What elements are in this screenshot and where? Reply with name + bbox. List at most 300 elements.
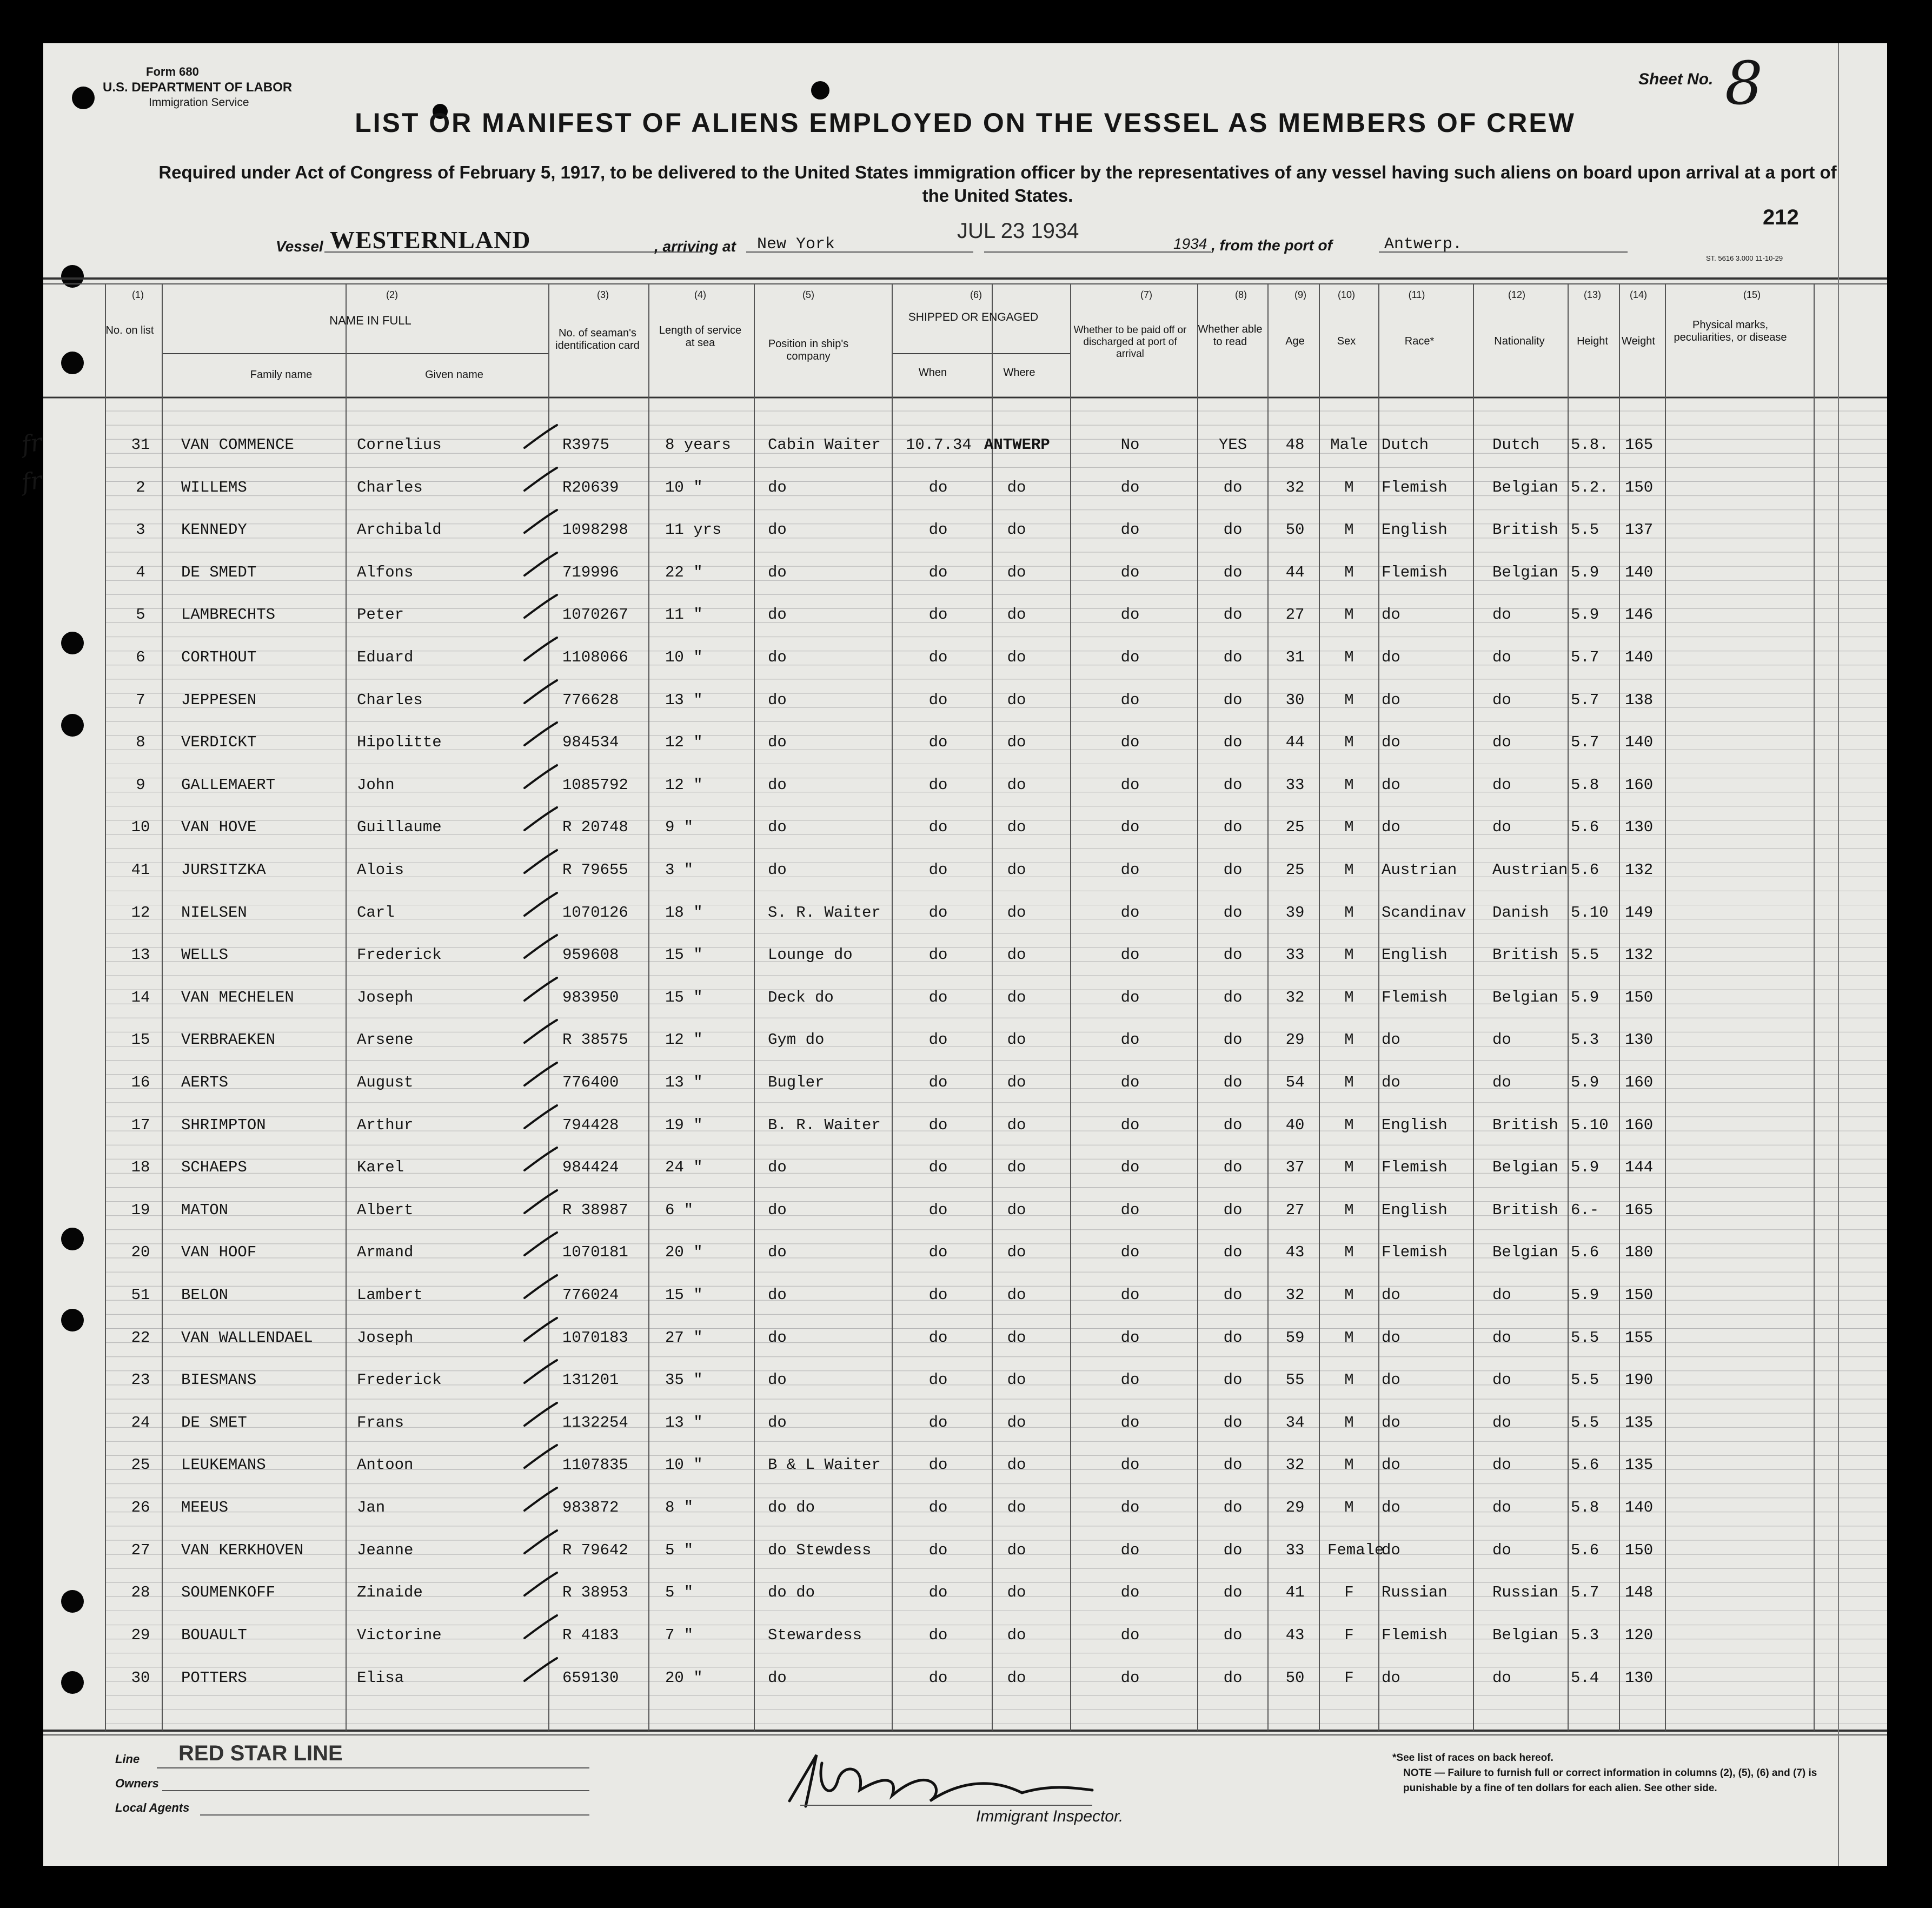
cell-height: 5.9 xyxy=(1571,606,1599,624)
cell-nationality: do xyxy=(1492,1413,1511,1432)
cell-paid-off: do xyxy=(1120,691,1140,709)
cell-given-name: Alois xyxy=(357,861,404,879)
col-number-9: (9) xyxy=(1294,289,1306,300)
cell-no-on-list: 10 xyxy=(131,818,150,837)
cell-nationality: Belgian xyxy=(1492,563,1558,581)
cell-given-name: Hipolitte xyxy=(357,733,442,752)
cell-able-read: do xyxy=(1223,733,1243,752)
check-mark xyxy=(522,466,560,493)
cell-height: 5.6 xyxy=(1571,1541,1599,1559)
cell-service: 20 " xyxy=(665,1668,703,1687)
arriving-label: , arriving at xyxy=(654,238,736,255)
cell-nationality: do xyxy=(1492,691,1511,709)
cell-nationality: do xyxy=(1492,1668,1511,1687)
cell-paid-off: do xyxy=(1120,818,1140,837)
cell-when: 10.7.34 xyxy=(906,436,972,454)
cell-height: 5.5 xyxy=(1571,1371,1599,1389)
cell-position: do xyxy=(768,1201,787,1219)
cell-position: do xyxy=(768,1243,787,1262)
cell-no-on-list: 7 xyxy=(136,691,145,709)
cell-weight: 130 xyxy=(1625,1031,1654,1049)
cell-id-card: 983872 xyxy=(562,1499,619,1517)
cell-height: 5.9 xyxy=(1571,1074,1599,1092)
cell-weight: 132 xyxy=(1625,861,1654,879)
cell-nationality: do xyxy=(1492,1328,1511,1347)
check-mark xyxy=(522,1104,560,1131)
cell-age: 29 xyxy=(1285,1499,1305,1517)
cell-position: S. R. Waiter xyxy=(768,903,881,922)
sheet-number-label: Sheet No. xyxy=(1638,70,1714,88)
form-number: Form 680 xyxy=(146,65,199,78)
from-port: Antwerp. xyxy=(1384,235,1463,254)
cell-race: do xyxy=(1382,1668,1400,1687)
cell-height: 5.8. xyxy=(1571,436,1609,454)
cell-family-name: NIELSEN xyxy=(181,903,247,922)
cell-paid-off: do xyxy=(1120,1201,1140,1219)
cell-nationality: do xyxy=(1492,1499,1511,1517)
header-able-read: Whether able to read xyxy=(1198,323,1263,348)
cell-able-read: do xyxy=(1223,1668,1243,1687)
header-name-in-full: NAME IN FULL xyxy=(329,314,411,327)
cell-weight: 149 xyxy=(1625,903,1654,922)
header-position: Position in ship's company xyxy=(768,338,849,362)
cell-race: Russian xyxy=(1382,1584,1448,1602)
cell-where: do xyxy=(1007,1328,1026,1347)
cell-family-name: KENNEDY xyxy=(181,521,247,539)
cell-service: 5 " xyxy=(665,1584,694,1602)
from-port-label: , from the port of xyxy=(1211,237,1332,254)
cell-age: 41 xyxy=(1285,1584,1305,1602)
cell-nationality: British xyxy=(1492,1201,1558,1219)
cell-age: 25 xyxy=(1285,818,1305,837)
col-number-3: (3) xyxy=(597,289,609,300)
cell-nationality: do xyxy=(1492,1074,1511,1092)
cell-able-read: do xyxy=(1223,1243,1243,1262)
cell-race: do xyxy=(1382,606,1400,624)
cell-race: Flemish xyxy=(1382,1243,1448,1262)
cell-weight: 130 xyxy=(1625,1668,1654,1687)
cell-able-read: do xyxy=(1223,563,1243,581)
check-mark xyxy=(522,1401,560,1428)
cell-position: Bugler xyxy=(768,1074,825,1092)
cell-height: 5.9 xyxy=(1571,988,1599,1006)
cell-family-name: JEPPESEN xyxy=(181,691,257,709)
cell-position: Deck do xyxy=(768,988,834,1006)
cell-id-card: R 79655 xyxy=(562,861,628,879)
cell-no-on-list: 15 xyxy=(131,1031,150,1049)
cell-when: do xyxy=(928,1031,948,1049)
cell-able-read: do xyxy=(1223,1413,1243,1432)
cell-sex: M xyxy=(1344,1243,1354,1262)
cell-family-name: SHRIMPTON xyxy=(181,1116,266,1134)
cell-nationality: do xyxy=(1492,1541,1511,1559)
col-number-2: (2) xyxy=(386,289,398,300)
cell-weight: 150 xyxy=(1625,1286,1654,1304)
cell-paid-off: do xyxy=(1120,1286,1140,1304)
cell-service: 10 " xyxy=(665,478,703,496)
cell-age: 39 xyxy=(1285,903,1305,922)
cell-id-card: 1070183 xyxy=(562,1328,628,1347)
cell-service: 13 " xyxy=(665,1074,703,1092)
cell-weight: 150 xyxy=(1625,988,1654,1006)
cell-able-read: do xyxy=(1223,1031,1243,1049)
cell-able-read: do xyxy=(1223,776,1243,794)
cell-where: do xyxy=(1007,1201,1026,1219)
col-number-14: (14) xyxy=(1629,289,1647,300)
cell-given-name: Cornelius xyxy=(357,436,442,454)
cell-weight: 146 xyxy=(1625,606,1654,624)
cell-weight: 135 xyxy=(1625,1413,1654,1432)
cell-able-read: do xyxy=(1223,946,1243,964)
cell-no-on-list: 18 xyxy=(131,1158,150,1177)
cell-paid-off: do xyxy=(1120,1328,1140,1347)
cell-given-name: Carl xyxy=(357,903,395,922)
form-code: ST. 5616 3.000 11-10-29 xyxy=(1706,254,1783,262)
cell-sex: M xyxy=(1344,521,1354,539)
cell-position: do xyxy=(768,521,787,539)
cell-sex: M xyxy=(1344,606,1354,624)
cell-sex: M xyxy=(1344,1031,1354,1049)
check-mark xyxy=(522,1529,560,1556)
cell-weight: 160 xyxy=(1625,776,1654,794)
cell-family-name: VAN HOOF xyxy=(181,1243,257,1262)
col-number-11: (11) xyxy=(1408,289,1425,300)
cell-no-on-list: 4 xyxy=(136,563,145,581)
header-age: Age xyxy=(1285,335,1305,347)
cell-family-name: GALLEMAERT xyxy=(181,776,276,794)
cell-paid-off: do xyxy=(1120,478,1140,496)
cell-service: 12 " xyxy=(665,1031,703,1049)
cell-where: do xyxy=(1007,478,1026,496)
cell-race: do xyxy=(1382,1031,1400,1049)
cell-family-name: MEEUS xyxy=(181,1499,229,1517)
cell-given-name: Archibald xyxy=(357,521,442,539)
header-height: Height xyxy=(1577,335,1608,347)
cell-race: Scandinav xyxy=(1382,903,1466,922)
page-title: LIST OR MANIFEST OF ALIENS EMPLOYED ON THE VESSEL AS MEMBERS OF CREW xyxy=(355,108,1576,138)
cell-paid-off: do xyxy=(1120,1456,1140,1474)
inspector-label: Immigrant Inspector. xyxy=(976,1807,1124,1825)
cell-nationality: do xyxy=(1492,648,1511,667)
cell-nationality: Belgian xyxy=(1492,988,1558,1006)
cell-service: 18 " xyxy=(665,903,703,922)
header-physical: Physical marks, peculiarities, or disease xyxy=(1674,319,1787,343)
cell-where: do xyxy=(1007,563,1026,581)
cell-race: do xyxy=(1382,1286,1400,1304)
cell-race: Flemish xyxy=(1382,1158,1448,1177)
cell-race: Flemish xyxy=(1382,988,1448,1006)
header-shipped-engaged: SHIPPED OR ENGAGED xyxy=(908,311,1039,323)
cell-id-card: 1085792 xyxy=(562,776,628,794)
cell-position: Lounge do xyxy=(768,946,853,964)
cell-age: 37 xyxy=(1285,1158,1305,1177)
cell-race: do xyxy=(1382,1328,1400,1347)
cell-height: 5.9 xyxy=(1571,1158,1599,1177)
header-id-card: No. of seaman's identification card xyxy=(555,327,640,352)
cell-sex: M xyxy=(1344,1456,1354,1474)
cell-service: 3 " xyxy=(665,861,694,879)
cell-family-name: VAN WALLENDAEL xyxy=(181,1328,313,1347)
cell-race: do xyxy=(1382,1074,1400,1092)
cell-age: 44 xyxy=(1285,733,1305,752)
cell-id-card: 659130 xyxy=(562,1668,619,1687)
cell-race: do xyxy=(1382,733,1400,752)
cell-sex: M xyxy=(1344,648,1354,667)
check-mark xyxy=(522,593,560,620)
cell-service: 13 " xyxy=(665,1413,703,1432)
cell-when: do xyxy=(928,1243,948,1262)
cell-weight: 160 xyxy=(1625,1116,1654,1134)
manifest-sheet xyxy=(19,43,1887,1866)
cell-service: 20 " xyxy=(665,1243,703,1262)
cell-service: 27 " xyxy=(665,1328,703,1347)
cell-given-name: John xyxy=(357,776,395,794)
cell-where: do xyxy=(1007,946,1026,964)
cell-weight: 140 xyxy=(1625,733,1654,752)
check-mark xyxy=(522,1571,560,1598)
cell-id-card: 1108066 xyxy=(562,648,628,667)
cell-paid-off: do xyxy=(1120,1584,1140,1602)
cell-id-card: R20639 xyxy=(562,478,619,496)
cell-no-on-list: 12 xyxy=(131,903,150,922)
check-mark xyxy=(522,1061,560,1088)
cell-nationality: Belgian xyxy=(1492,1158,1558,1177)
cell-no-on-list: 31 xyxy=(131,436,150,454)
arriving-port: New York xyxy=(757,235,835,254)
cell-race: Dutch xyxy=(1382,436,1429,454)
cell-given-name: Charles xyxy=(357,478,423,496)
cell-paid-off: do xyxy=(1120,1541,1140,1559)
cell-when: do xyxy=(928,1413,948,1432)
cell-where: do xyxy=(1007,1541,1026,1559)
header-nationality: Nationality xyxy=(1494,335,1545,347)
cell-sex: M xyxy=(1344,733,1354,752)
cell-nationality: do xyxy=(1492,606,1511,624)
cell-sex: Female xyxy=(1327,1541,1384,1559)
cell-family-name: BIESMANS xyxy=(181,1371,257,1389)
cell-position: do do xyxy=(768,1499,815,1517)
cell-no-on-list: 27 xyxy=(131,1541,150,1559)
cell-service: 15 " xyxy=(665,988,703,1006)
cell-paid-off: do xyxy=(1120,1074,1140,1092)
cell-service: 19 " xyxy=(665,1116,703,1134)
col-number-5: (5) xyxy=(802,289,814,300)
cell-race: English xyxy=(1382,1201,1448,1219)
cell-where: do xyxy=(1007,648,1026,667)
cell-paid-off: do xyxy=(1120,1243,1140,1262)
cell-able-read: do xyxy=(1223,903,1243,922)
cell-sex: M xyxy=(1344,946,1354,964)
cell-age: 59 xyxy=(1285,1328,1305,1347)
cell-height: 5.6 xyxy=(1571,861,1599,879)
cell-able-read: do xyxy=(1223,1584,1243,1602)
cell-position: do xyxy=(768,818,787,837)
cell-age: 50 xyxy=(1285,1668,1305,1687)
cell-position: Cabin Waiter xyxy=(768,436,881,454)
cell-id-card: R3975 xyxy=(562,436,610,454)
header-when: When xyxy=(918,367,947,379)
cell-height: 5.7 xyxy=(1571,691,1599,709)
cell-height: 5.9 xyxy=(1571,563,1599,581)
cell-nationality: do xyxy=(1492,1371,1511,1389)
cell-paid-off: do xyxy=(1120,903,1140,922)
cell-paid-off: do xyxy=(1120,521,1140,539)
cell-able-read: do xyxy=(1223,861,1243,879)
cell-where: do xyxy=(1007,1413,1026,1432)
cell-nationality: British xyxy=(1492,521,1558,539)
cell-no-on-list: 9 xyxy=(136,776,145,794)
cell-when: do xyxy=(928,478,948,496)
cell-service: 8 " xyxy=(665,1499,694,1517)
cell-id-card: 959608 xyxy=(562,946,619,964)
cell-where: do xyxy=(1007,733,1026,752)
cell-service: 13 " xyxy=(665,691,703,709)
cell-service: 11 " xyxy=(665,606,703,624)
cell-given-name: August xyxy=(357,1074,414,1092)
line-label: Line xyxy=(115,1752,140,1766)
cell-age: 54 xyxy=(1285,1074,1305,1092)
cell-when: do xyxy=(928,648,948,667)
cell-height: 5.9 xyxy=(1571,1286,1599,1304)
cell-no-on-list: 25 xyxy=(131,1456,150,1474)
cell-family-name: LEUKEMANS xyxy=(181,1456,266,1474)
cell-height: 5.7 xyxy=(1571,733,1599,752)
cell-when: do xyxy=(928,691,948,709)
cell-when: do xyxy=(928,563,948,581)
cell-weight: 140 xyxy=(1625,1499,1654,1517)
cell-service: 15 " xyxy=(665,1286,703,1304)
cell-able-read: do xyxy=(1223,1201,1243,1219)
cell-paid-off: do xyxy=(1120,861,1140,879)
cell-nationality: do xyxy=(1492,733,1511,752)
cell-service: 6 " xyxy=(665,1201,694,1219)
cell-sex: M xyxy=(1344,1499,1354,1517)
cell-given-name: Guillaume xyxy=(357,818,442,837)
cell-service: 12 " xyxy=(665,733,703,752)
cell-paid-off: do xyxy=(1120,1499,1140,1517)
cell-when: do xyxy=(928,1074,948,1092)
cell-no-on-list: 30 xyxy=(131,1668,150,1687)
check-mark xyxy=(522,891,560,918)
cell-able-read: do xyxy=(1223,1371,1243,1389)
cell-age: 48 xyxy=(1285,436,1305,454)
cell-family-name: WILLEMS xyxy=(181,478,247,496)
cell-where: do xyxy=(1007,1626,1026,1644)
cell-id-card: 983950 xyxy=(562,988,619,1006)
cell-paid-off: do xyxy=(1120,1158,1140,1177)
cell-able-read: do xyxy=(1223,478,1243,496)
cell-id-card: 1070181 xyxy=(562,1243,628,1262)
check-mark xyxy=(522,933,560,960)
cell-able-read: do xyxy=(1223,606,1243,624)
cell-sex: F xyxy=(1344,1668,1354,1687)
cell-paid-off: do xyxy=(1120,1116,1140,1134)
cell-sex: M xyxy=(1344,1328,1354,1347)
col-number-12: (12) xyxy=(1508,289,1525,300)
cell-weight: 190 xyxy=(1625,1371,1654,1389)
cell-paid-off: do xyxy=(1120,776,1140,794)
check-mark xyxy=(522,764,560,791)
cell-service: 9 " xyxy=(665,818,694,837)
check-mark xyxy=(522,1359,560,1386)
cell-age: 55 xyxy=(1285,1371,1305,1389)
cell-when: do xyxy=(928,606,948,624)
cell-where: do xyxy=(1007,521,1026,539)
cell-where: ANTWERP xyxy=(984,436,1050,454)
cell-service: 10 " xyxy=(665,648,703,667)
cell-given-name: Joseph xyxy=(357,988,414,1006)
cell-where: do xyxy=(1007,903,1026,922)
cell-position: do xyxy=(768,861,787,879)
cell-when: do xyxy=(928,1499,948,1517)
department-label: U.S. DEPARTMENT OF LABOR xyxy=(103,80,293,95)
cell-nationality: British xyxy=(1492,946,1558,964)
races-note: *See list of races on back hereof. xyxy=(1392,1752,1553,1764)
cell-no-on-list: 24 xyxy=(131,1413,150,1432)
cell-no-on-list: 28 xyxy=(131,1584,150,1602)
cell-no-on-list: 19 xyxy=(131,1201,150,1219)
header-family-name: Family name xyxy=(250,369,313,381)
cell-nationality: British xyxy=(1492,1116,1558,1134)
check-mark xyxy=(522,1274,560,1301)
penalty-note: NOTE — Failure to furnish full or correct information in columns (2), (5), (6) and (7) is punishable by a fine of ten dollars for each alien. See other side. xyxy=(1403,1767,1817,1794)
cell-race: English xyxy=(1382,521,1448,539)
col-number-4: (4) xyxy=(694,289,706,300)
cell-when: do xyxy=(928,1116,948,1134)
cell-paid-off: do xyxy=(1120,733,1140,752)
cell-weight: 138 xyxy=(1625,691,1654,709)
cell-age: 25 xyxy=(1285,861,1305,879)
cell-paid-off: do xyxy=(1120,1413,1140,1432)
cell-race: Flemish xyxy=(1382,1626,1448,1644)
check-mark xyxy=(522,976,560,1003)
cell-family-name: VAN HOVE xyxy=(181,818,257,837)
cell-nationality: Belgian xyxy=(1492,1243,1558,1262)
cell-race: do xyxy=(1382,1499,1400,1517)
cell-no-on-list: 6 xyxy=(136,648,145,667)
cell-position: do Stewdess xyxy=(768,1541,872,1559)
header-paid-off: Whether to be paid off or discharged at port of arrival xyxy=(1073,324,1187,360)
cell-id-card: 1098298 xyxy=(562,521,628,539)
cell-family-name: JURSITZKA xyxy=(181,861,266,879)
cell-position: do xyxy=(768,1328,787,1347)
cell-given-name: Antoon xyxy=(357,1456,414,1474)
cell-where: do xyxy=(1007,1584,1026,1602)
cell-service: 15 " xyxy=(665,946,703,964)
agents-underline xyxy=(200,1814,589,1816)
cell-sex: M xyxy=(1344,478,1354,496)
cell-age: 33 xyxy=(1285,776,1305,794)
col-number-8: (8) xyxy=(1235,289,1247,300)
cell-id-card: R 38953 xyxy=(562,1584,628,1602)
cell-no-on-list: 26 xyxy=(131,1499,150,1517)
cell-race: English xyxy=(1382,1116,1448,1134)
cell-id-card: R 38987 xyxy=(562,1201,628,1219)
cell-weight: 137 xyxy=(1625,521,1654,539)
cell-when: do xyxy=(928,946,948,964)
cell-height: 5.7 xyxy=(1571,648,1599,667)
col-number-15: (15) xyxy=(1743,289,1761,300)
cell-family-name: POTTERS xyxy=(181,1668,247,1687)
cell-paid-off: do xyxy=(1120,563,1140,581)
year-value: 1934 xyxy=(1173,235,1207,252)
cell-position: do xyxy=(768,1286,787,1304)
check-mark xyxy=(522,636,560,663)
cell-where: do xyxy=(1007,1074,1026,1092)
cell-when: do xyxy=(928,521,948,539)
cell-position: B & L Waiter xyxy=(768,1456,881,1474)
cell-family-name: BOUAULT xyxy=(181,1626,247,1644)
